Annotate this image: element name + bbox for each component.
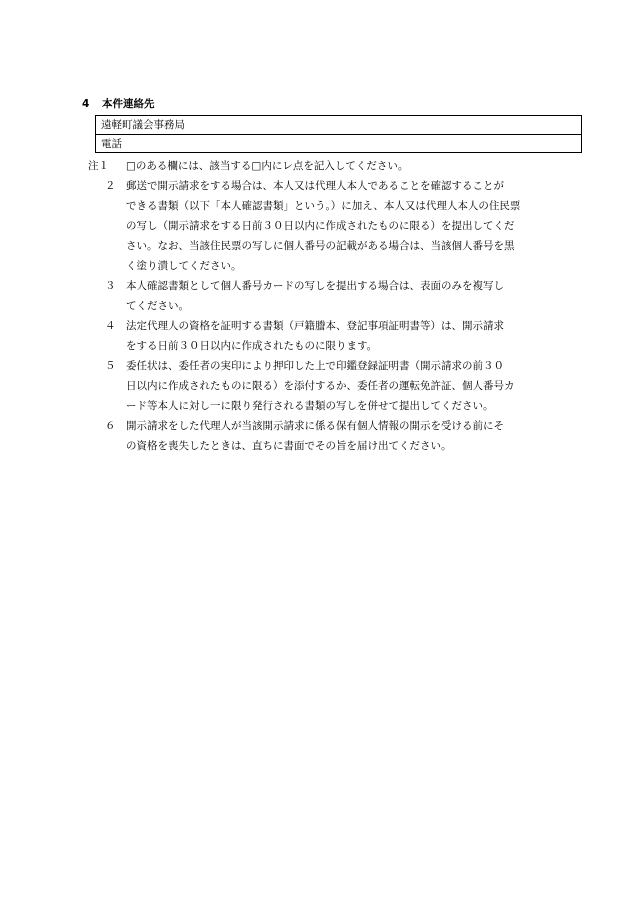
note-line: 日以内に作成されたものに限る）を添付するか、委任者の運転免許証、個人番号カ — [126, 380, 515, 392]
note-line: できる書類（以下「本人確認書類」という。）に加え、本人又は代理人本人の住民票 — [126, 200, 521, 212]
note-body — [88, 316, 558, 356]
note-line: の資格を喪失したときは、直ちに書面でその旨を届け出てください。 — [126, 440, 452, 452]
contact-phone: 電話 — [101, 138, 122, 150]
note-4 — [88, 316, 558, 356]
note-body — [88, 156, 558, 176]
note-line: の写し（開示請求をする日前３０日以内に作成されたものに限る）を提出してくだ — [126, 220, 515, 232]
note-body — [88, 356, 558, 416]
note-marker: ６ — [105, 420, 116, 432]
note-2 — [88, 176, 558, 276]
note-line: □のある欄には、該当する□内にレ点を記入してください。 — [126, 160, 409, 172]
contact-box — [95, 115, 582, 153]
note-marker: ５ — [105, 360, 116, 372]
contact-office: 遠軽町議会事務局 — [96, 116, 581, 135]
section-number: 4 — [82, 98, 90, 110]
note-line: 郵送で開示請求をする場合は、本人又は代理人本人であることを確認することが — [126, 180, 504, 192]
note-line: 本人確認書類として個人番号カードの写しを提出する場合は、表面のみを複写し — [126, 280, 504, 292]
note-line: ード等本人に対し一に限り発行される書類の写しを併せて提出してください。 — [126, 400, 494, 412]
note-line: さい。なお、当該住民票の写しに個人番号の記載がある場合は、当該個人番号を黒 — [126, 240, 515, 252]
note-marker: ３ — [105, 280, 116, 292]
note-line: く塗り潰してください。 — [126, 260, 242, 272]
note-line: てください。 — [126, 300, 189, 312]
note-body — [88, 176, 558, 276]
note-marker: ２ — [105, 180, 116, 192]
notes-list — [88, 156, 558, 456]
note-3 — [88, 276, 558, 316]
note-1 — [88, 156, 558, 176]
note-body — [88, 416, 558, 456]
note-line: をする日前３０日以内に作成されたものに限ります。 — [126, 340, 378, 352]
section-heading — [82, 97, 155, 111]
note-line: 開示請求をした代理人が当該開示請求に係る保有個人情報の開示を受ける前にそ — [126, 420, 504, 432]
note-line: 委任状は、委任者の実印により押印した上で印鑑登録証明書（開示請求の前３０ — [126, 360, 504, 372]
note-6 — [88, 416, 558, 456]
section-title: 本件連絡先 — [102, 98, 155, 110]
note-line: 法定代理人の資格を証明する書類（戸籍謄本、登記事項証明書等）は、開示請求 — [126, 320, 504, 332]
note-marker: 注１ — [88, 160, 109, 172]
note-marker: ４ — [105, 320, 116, 332]
note-5 — [88, 356, 558, 416]
note-body — [88, 276, 558, 316]
